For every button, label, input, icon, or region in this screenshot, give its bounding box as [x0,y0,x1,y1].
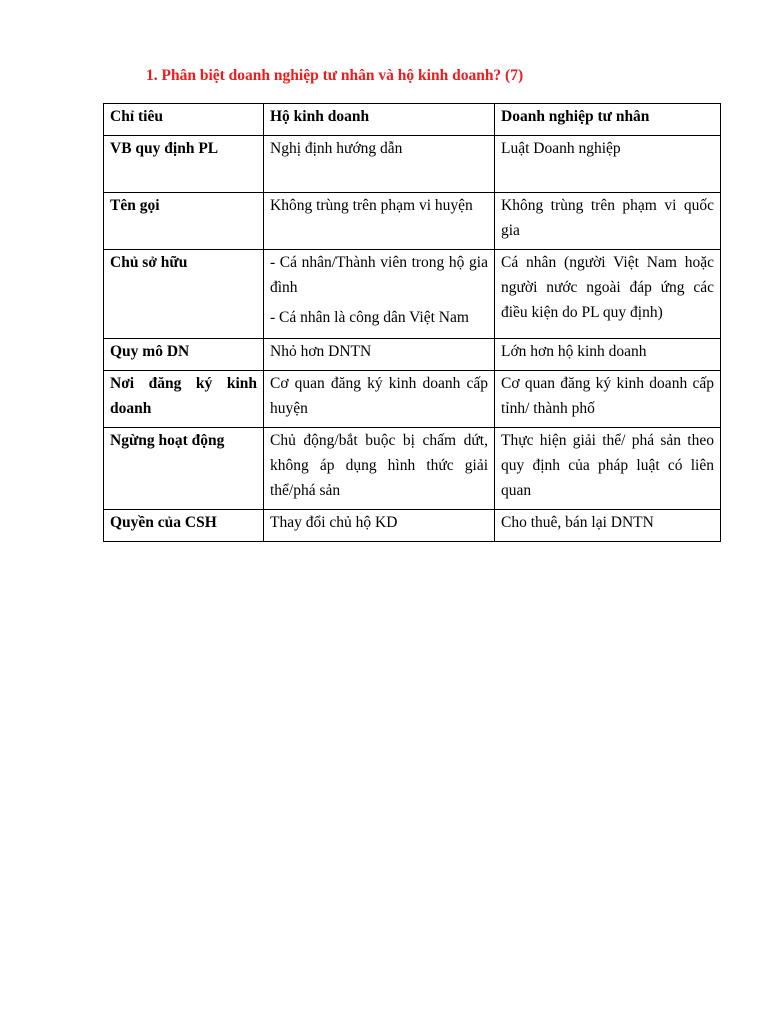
row-criterion: Quyền của CSH [104,510,264,542]
cell-doanh-nghiep-tu-nhan: Cho thuê, bán lại DNTN [495,510,721,542]
row-criterion: Quy mô DN [104,339,264,371]
header-ho-kinh-doanh: Hộ kinh doanh [264,104,495,136]
table-row [104,193,721,250]
cell-doanh-nghiep-tu-nhan: Cá nhân (người Việt Nam hoặc người nước ngoài đáp ứng các điều kiện do PL quy định) [495,250,721,339]
cell-line: - Cá nhân là công dân Việt Nam [270,309,469,326]
header-criterion: Chỉ tiêu [104,104,264,136]
criterion-text: VB quy định PL [110,140,219,157]
comparison-table [103,103,721,542]
cell-ho-kinh-doanh: Không trùng trên phạm vi huyện [264,193,495,250]
table-row [104,428,721,510]
cell-ho-kinh-doanh [264,250,495,339]
cell-line: - Cá nhân/Thành viên trong hộ gia đình [270,254,488,296]
cell-ho-kinh-doanh: Chủ động/bắt buộc bị chấm dứt, không áp dụng hình thức giải thể/phá sản [264,428,495,510]
cell-doanh-nghiep-tu-nhan: Luật Doanh nghiệp [495,136,721,193]
page-title: 1. Phân biệt doanh nghiệp tư nhân và hộ kinh doanh? (7) [146,67,524,84]
table-row [104,371,721,428]
cell-ho-kinh-doanh: Nghị định hướng dẫn [264,136,495,193]
cell-ho-kinh-doanh: Thay đổi chủ hộ KD [264,510,495,542]
cell-doanh-nghiep-tu-nhan: Lớn hơn hộ kinh doanh [495,339,721,371]
table-row [104,339,721,371]
row-criterion: Nơi đăng ký kinh doanh [104,371,264,428]
table-row [104,510,721,542]
table-row [104,250,721,339]
cell-ho-kinh-doanh: Cơ quan đăng ký kinh doanh cấp huyện [264,371,495,428]
header-doanh-nghiep-tu-nhan: Doanh nghiệp tư nhân [495,104,721,136]
row-criterion: Ngừng hoạt động [104,428,264,510]
cell-doanh-nghiep-tu-nhan: Cơ quan đăng ký kinh doanh cấp tỉnh/ thành phố [495,371,721,428]
row-criterion: Tên gọi [104,193,264,250]
cell-doanh-nghiep-tu-nhan: Thực hiện giải thể/ phá sản theo quy định của pháp luật có liên quan [495,428,721,510]
row-criterion: Chủ sở hữu [104,250,264,339]
table-row [104,136,721,193]
cell-ho-kinh-doanh: Nhỏ hơn DNTN [264,339,495,371]
row-criterion [104,136,264,193]
cell-doanh-nghiep-tu-nhan: Không trùng trên phạm vi quốc gia [495,193,721,250]
table-header-row [104,104,721,136]
